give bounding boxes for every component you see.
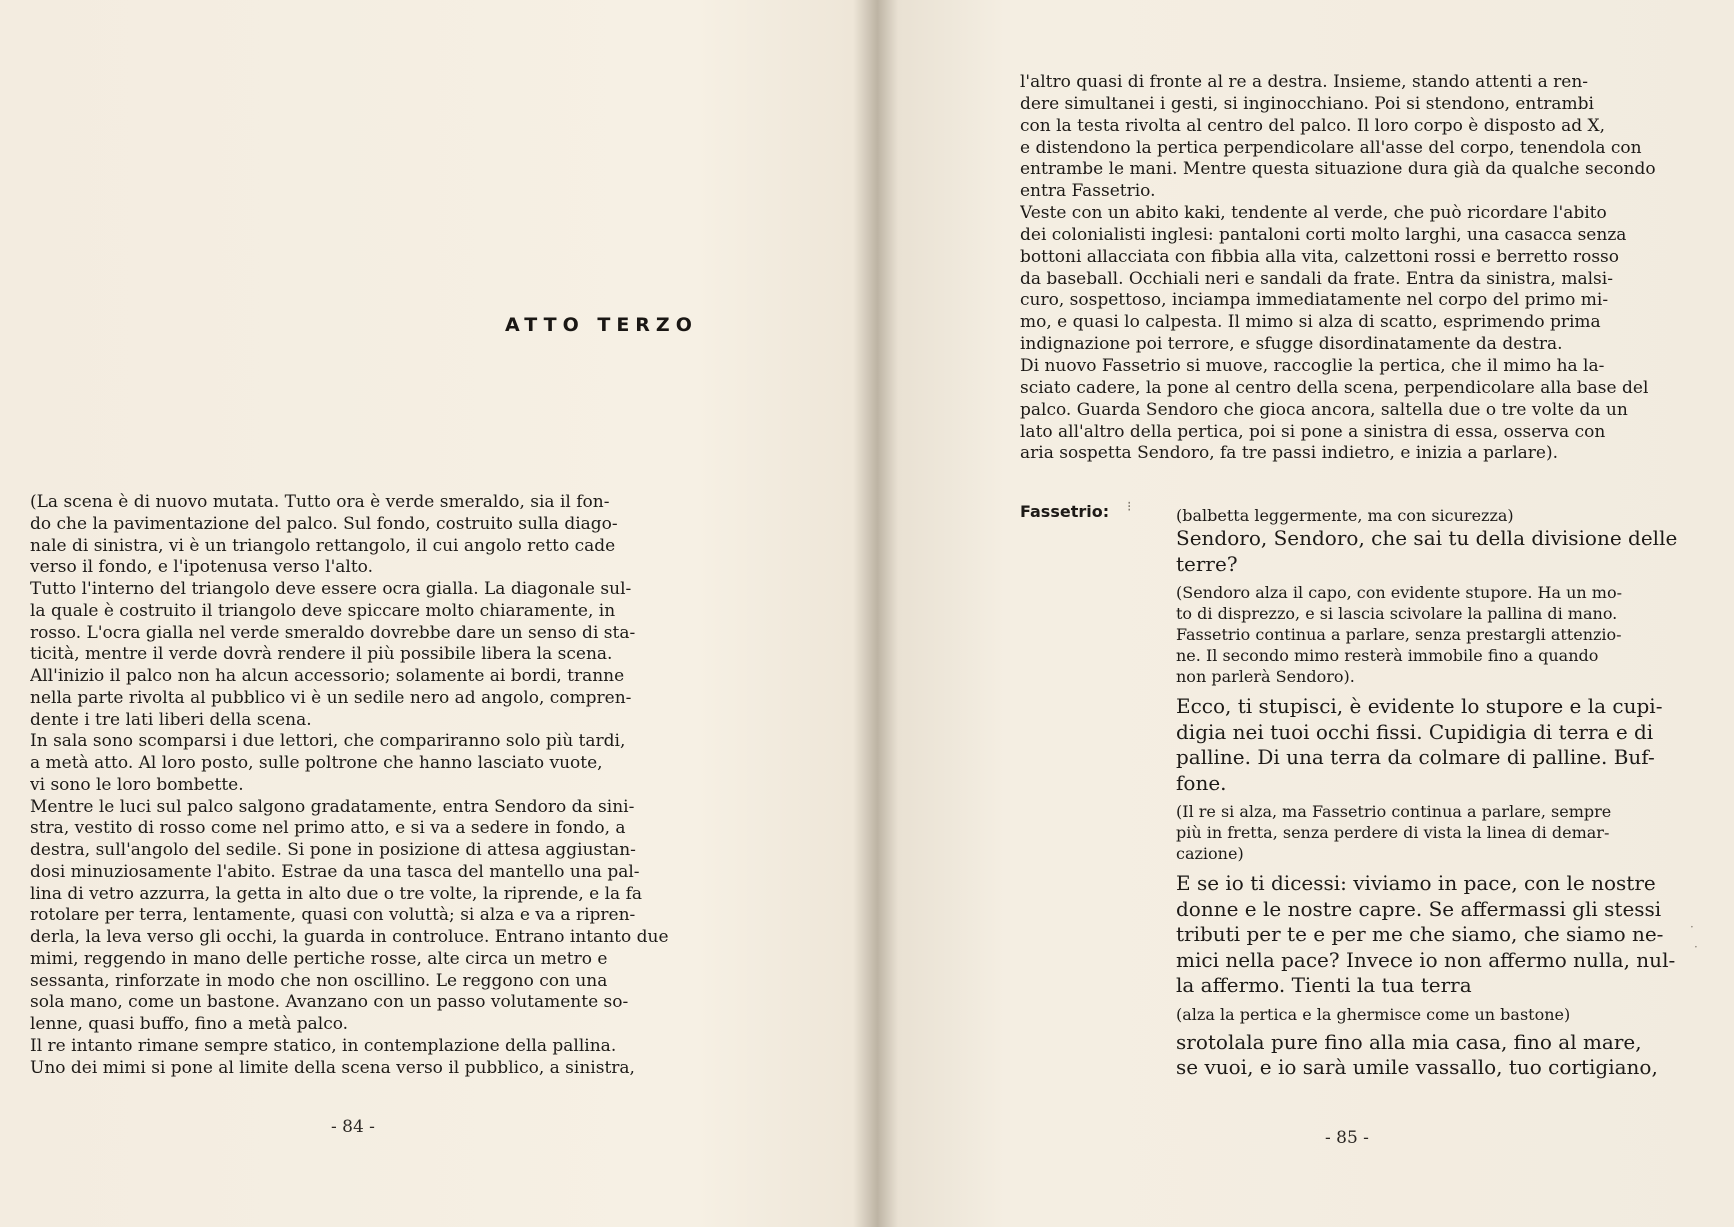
text-line: nella parte rivolta al pubblico vi è un sedile nero ad angolo, compren- (30, 687, 632, 708)
speech (1176, 1030, 1720, 1081)
text-line: dosi minuziosamente l'abito. Estrae da una tasca del mantello una pal- (30, 861, 640, 882)
text-line: rosso. L'ocra gialla nel verde smeraldo dovrebbe dare un senso di sta- (30, 622, 636, 643)
direction-line: ne. Il secondo mimo resterà immobile fino a quando (1176, 646, 1599, 665)
speech-line: terre? (1176, 551, 1238, 576)
text-line: sola mano, come un bastone. Avanzano con un passo volutamente so- (30, 992, 629, 1013)
stage-direction-text (30, 492, 706, 1079)
ink-speck: ⁝ (1127, 499, 1132, 515)
text-line: indignazione poi terrore, e sfugge disordinatamente da destra. (1020, 334, 1563, 355)
speech-line: mici nella pace? Invece io non affermo nulla, nul- (1176, 947, 1676, 972)
text-line: lenne, quasi buffo, fino a metà palco. (30, 1014, 349, 1034)
stage-direction (1176, 505, 1720, 526)
text-line: Uno dei mimi si pone al limite della scena verso il pubblico, a sinistra, (30, 1057, 635, 1078)
text-line: a metà atto. Al loro posto, sulle poltrone che hanno lasciato vuote, (30, 753, 603, 773)
speech-line: digia nei tuoi occhi fissi. Cupidigia di terra e di (1176, 719, 1654, 744)
text-line: lina di vetro azzurra, la getta in alto due o tre volte, la riprende, e la fa (30, 883, 642, 904)
speech-line: Sendoro, Sendoro, che sai tu della divisione delle (1176, 526, 1678, 550)
speech (1176, 871, 1720, 999)
text-line: entra Fassetrio. (1020, 181, 1156, 202)
speech-line: fone. (1176, 770, 1227, 795)
ink-speck: · (1690, 920, 1694, 934)
speech-line: palline. Di una terra da colmare di palline. Buf- (1176, 745, 1655, 769)
direction-line: non parlerà Sendoro). (1176, 667, 1355, 686)
text-line: (La scena è di nuovo mutata. Tutto ora è verde smeraldo, sia il fon- (30, 492, 610, 512)
ink-speck: · (1694, 940, 1698, 954)
text-line: mimi, reggendo in mano delle pertiche rosse, alte circa un metro e (30, 948, 608, 969)
speech-line: tributi per te e per me che siamo, che siamo ne- (1176, 922, 1664, 946)
text-line: Tutto l'interno del triangolo deve essere ocra gialla. La diagonale sul- (30, 579, 632, 599)
text-line: In sala sono scomparsi i due lettori, che compariranno solo più tardi, (30, 731, 626, 752)
text-line: Di nuovo Fassetrio si muove, raccoglie la pertica, che il mimo ha la- (1020, 355, 1605, 376)
text-line: bottoni allacciata con fibbia alla vita, calzettoni rossi e berretto rosso (1020, 246, 1620, 267)
text-line: mo, e quasi lo calpesta. Il mimo si alza di scatto, esprimendo prima (1020, 312, 1601, 333)
text-line: sciato cadere, la pone al centro della scena, perpendicolare alla base del (1020, 377, 1649, 398)
speech-line: Ecco, ti stupisci, è evidente lo stupore e la cupi- (1176, 694, 1663, 718)
text-line: stra, vestito di rosso come nel primo atto, e si va a sedere in fondo, a (30, 818, 626, 839)
text-line: rotolare per terra, lentamente, quasi con voluttà; si alza e va a ripren- (30, 905, 636, 926)
direction-line: Fassetrio continua a parlare, senza prestargli attenzio- (1176, 625, 1622, 644)
speech (1176, 526, 1720, 577)
act-title: ATTO TERZO (505, 314, 698, 336)
dialogue (1176, 505, 1720, 1081)
text-line: ticità, mentre il verde dovrà rendere il più possibile libera la scena. (30, 644, 613, 665)
speaker-name: Fassetrio: (1020, 502, 1110, 521)
page-number: - 84 - (331, 1117, 375, 1137)
text-line: nale di sinistra, vi è un triangolo rettangolo, il cui angolo retto cade (30, 535, 616, 556)
text-line: palco. Guarda Sendoro che gioca ancora, saltella due o tre volte da un (1020, 399, 1628, 420)
text-line: Mentre le luci sul palco salgono gradatamente, entra Sendoro da sini- (30, 796, 635, 817)
text-line: vi sono le loro bombette. (30, 774, 244, 795)
direction-line: (Il re si alza, ma Fassetrio continua a parlare, sempre (1176, 802, 1612, 821)
text-line: aria sospetta Sendoro, fa tre passi indietro, e inizia a parlare). (1020, 443, 1559, 464)
text-line: con la testa rivolta al centro del palco. Il loro corpo è disposto ad X, (1020, 115, 1606, 136)
speech-line: E se io ti dicessi: viviamo in pace, con le nostre (1176, 871, 1656, 895)
text-line: Il re intanto rimane sempre statico, in contemplazione della pallina. (30, 1035, 617, 1056)
speech-line: se vuoi, e io sarà umile vassallo, tuo cortigiano, (1176, 1055, 1658, 1079)
text-line: la quale è costruito il triangolo deve spiccare molto chiaramente, in (30, 600, 616, 621)
direction-line: (balbetta leggermente, ma con sicurezza) (1176, 506, 1514, 525)
text-line: dei colonialisti inglesi: pantaloni corti molto larghi, una casacca senza (1020, 224, 1627, 245)
speech-line: la affermo. Tienti la tua terra (1176, 973, 1472, 997)
speech-line: srotolala pure fino alla mia casa, fino al mare, (1176, 1029, 1642, 1054)
text-line: dere simultanei i gesti, si inginocchiano. Poi si stendono, entrambi (1020, 93, 1594, 114)
speech-line: donne e le nostre capre. Se affermassi gli stessi (1176, 896, 1662, 921)
direction-line: cazione) (1176, 844, 1244, 863)
text-line: dente i tre lati liberi della scena. (30, 709, 312, 730)
speech (1176, 694, 1720, 796)
stage-direction (1176, 801, 1720, 864)
text-line: l'altro quasi di fronte al re a destra. Insieme, stando attenti a ren- (1020, 72, 1589, 92)
direction-line: più in fretta, senza perdere di vista la linea di demar- (1176, 823, 1610, 842)
text-line: e distendono la pertica perpendicolare all'asse del corpo, tenendola con (1020, 137, 1642, 158)
text-line: destra, sull'angolo del sedile. Si pone in posizione di attesa aggiustan- (30, 840, 636, 860)
page-number: - 85 - (1325, 1128, 1369, 1148)
left-page (0, 0, 865, 1227)
direction-line: (alza la pertica e la ghermisce come un bastone) (1176, 1004, 1571, 1024)
text-line: derla, la leva verso gli occhi, la guarda in controluce. Entrano intanto due (30, 927, 669, 947)
text-line: do che la pavimentazione del palco. Sul fondo, costruito sulla diago- (30, 513, 618, 534)
direction-line: to di disprezzo, e si lascia scivolare la pallina di mano. (1176, 604, 1618, 623)
right-page (870, 0, 1734, 1227)
text-line: verso il fondo, e l'ipotenusa verso l'alto. (30, 557, 374, 578)
text-line: entrambe le mani. Mentre questa situazione dura già da qualche secondo (1020, 159, 1656, 180)
stage-direction (1176, 582, 1720, 687)
stage-direction (1176, 1004, 1720, 1025)
text-line: lato all'altro della pertica, poi si pone a sinistra di essa, osserva con (1020, 421, 1606, 442)
text-line: da baseball. Occhiali neri e sandali da frate. Entra da sinistra, malsi- (1020, 268, 1613, 289)
text-line: sessanta, rinforzate in modo che non oscillino. Le reggono con una (30, 970, 608, 991)
direction-line: (Sendoro alza il capo, con evidente stupore. Ha un mo- (1176, 583, 1622, 602)
text-line: curo, sospettoso, inciampa immediatamente nel corpo del primo mi- (1020, 290, 1609, 311)
text-line: All'inizio il palco non ha alcun accessorio; solamente ai bordi, tranne (30, 666, 625, 686)
stage-direction-text (1020, 72, 1702, 465)
text-line: Veste con un abito kaki, tendente al verde, che può ricordare l'abito (1020, 203, 1607, 224)
